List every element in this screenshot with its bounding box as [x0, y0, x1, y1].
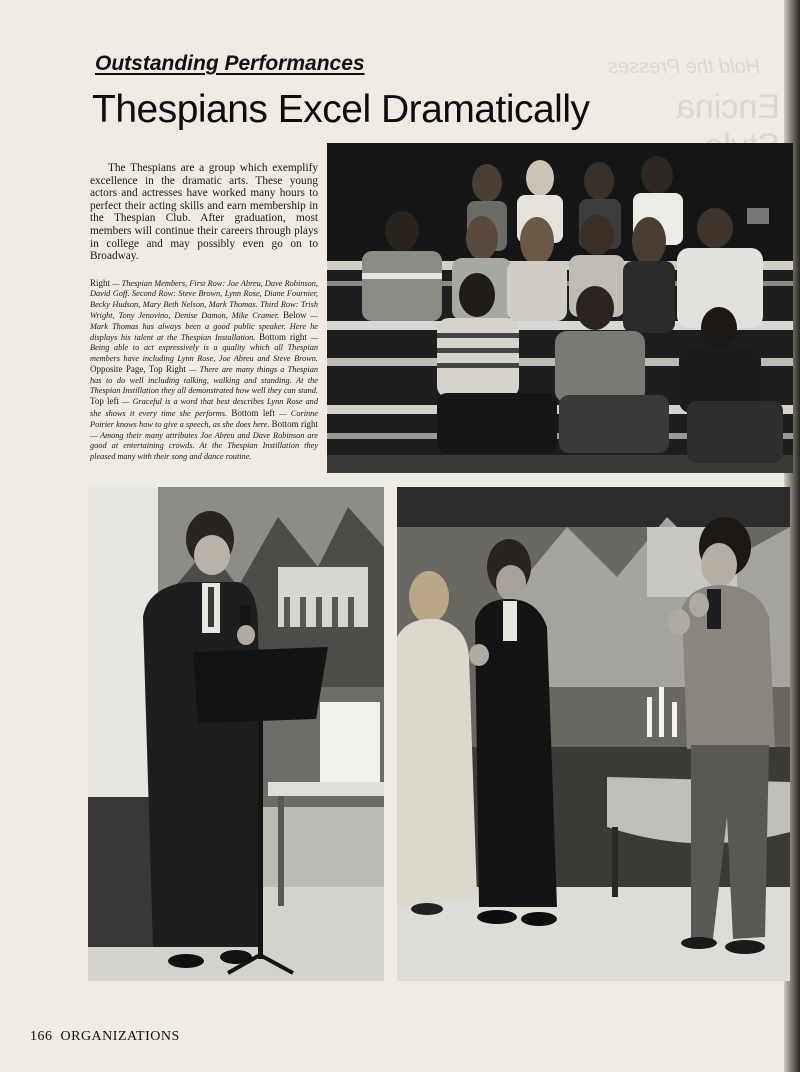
bleed-line-1: Hold the Presses	[608, 56, 761, 78]
caption-text: — Among their many attributes Joe Abreu and Dave Robinson are good at entertaining crowds. At the Thespian Instillation they pleased many with their song and dance routine.	[90, 430, 318, 461]
caption-label: Opposite Page, Top Right	[90, 364, 186, 375]
caption-text: — Graceful is a word that best describes Lynn Rose and she shows it every time she performs.	[90, 397, 318, 418]
caption-text: — Corinne Poirier knows how to give a speech, as she does here.	[90, 408, 318, 430]
bleed-line-2: Encina	[676, 88, 780, 126]
caption-label: Bottom right	[271, 419, 318, 430]
page-headline: Thespians Excel Dramatically	[92, 88, 590, 131]
song-photo-illustration	[397, 487, 790, 981]
section-name: ORGANIZATIONS	[60, 1029, 180, 1044]
intro-paragraph: The Thespians are a group which exemplify excellence in the dramatic arts. These young actors and actresses have worked many hours to perfect their acting skills and earn membership in the Thespian Club. After graduation, most members will continue their careers through plays in college and may possibly even go on to Broadway.	[90, 162, 318, 263]
page-number: 166	[30, 1029, 53, 1044]
caption-label: Bottom right	[259, 332, 307, 343]
group-photo-illustration	[327, 143, 793, 473]
thespian-members-group-photo	[327, 143, 793, 473]
song-and-dance-photo	[397, 487, 790, 981]
section-kicker: Outstanding Performances	[95, 52, 365, 75]
caption-text: — Thespian Members, First Row: Joe Abreu, Dave Robinson, David Goff. Second Row: Steve Brown, Lynn Rose, Diane Fournier, Becky Hudson, Mary Beth Nelson, Mark Thomas. Third Row: Trish Wright, Tony Jenovino, Denise Damon, Mike Cramer.	[90, 279, 318, 321]
caption-label: Below	[283, 310, 307, 321]
caption-text: — Being able to act expressively is a quality which all Thespian members have including Lynn Rose, Joe Abreu and Steve Brown.	[90, 333, 318, 363]
caption-label: Right	[90, 278, 111, 288]
caption-text: — There are many things a Thespian has to do well including talking, walking and standing. At the Thespian Instillation they all demonstrated how well they can stand.	[90, 365, 318, 396]
speech-photo-illustration	[88, 487, 384, 981]
caption-text: — Mark Thomas has always been a good public speaker. Here he displays his talent at the Thespian Installation.	[90, 311, 318, 343]
caption-label: Bottom left	[231, 407, 275, 418]
caption-label: Top left	[90, 396, 120, 407]
speech-photo	[88, 487, 384, 981]
page-folio	[30, 1029, 180, 1045]
bleed-through-text	[590, 52, 780, 132]
photo-captions	[90, 278, 318, 462]
